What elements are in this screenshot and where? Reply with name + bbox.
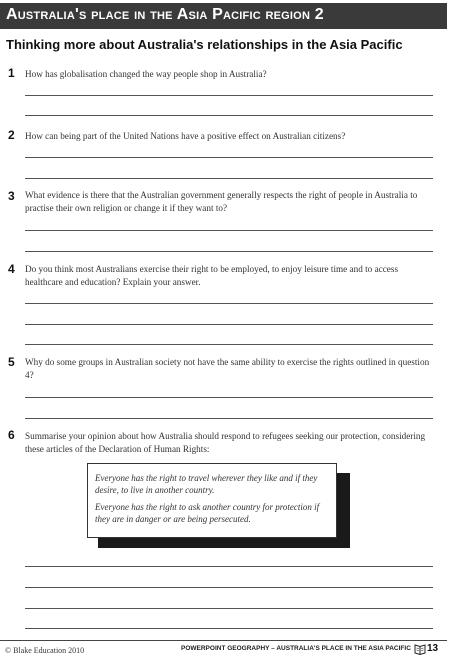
- answer-line[interactable]: [25, 344, 433, 345]
- question-1-number: 1: [8, 66, 15, 80]
- question-3-number: 3: [8, 189, 15, 203]
- answer-line[interactable]: [25, 303, 433, 304]
- question-6-number: 6: [8, 428, 15, 442]
- answer-line[interactable]: [25, 566, 433, 567]
- copyright-text: © Blake Education 2010: [5, 646, 85, 655]
- rights-quote-box: [87, 463, 337, 538]
- question-2-number: 2: [8, 128, 15, 142]
- answer-line[interactable]: [25, 115, 433, 116]
- page-title: Australia's place in the Asia Pacific region 2: [6, 6, 324, 23]
- footer-divider: [0, 640, 447, 641]
- title-banner: [0, 3, 447, 29]
- answer-line[interactable]: [25, 251, 433, 252]
- question-6-text: Summarise your opinion about how Australia should respond to refugees seeking our protection, considering these articles of the Declaration of Human Rights:: [25, 431, 426, 454]
- answer-line[interactable]: [25, 608, 433, 609]
- question-5-text: Why do some groups in Australian society not have the same ability to exercise the rights outlined in question 4?: [25, 357, 430, 380]
- answer-line[interactable]: [25, 587, 433, 588]
- book-logo-icon: [414, 643, 426, 655]
- quote-article-1: Everyone has the right to travel wherever they like and if they desire, to live in another country.: [95, 473, 318, 495]
- answer-line[interactable]: [25, 178, 433, 179]
- section-subtitle: Thinking more about Australia's relationships in the Asia Pacific: [6, 37, 403, 52]
- answer-line[interactable]: [25, 95, 433, 96]
- answer-line[interactable]: [25, 628, 433, 629]
- answer-line[interactable]: [25, 324, 433, 325]
- question-2-text: How can being part of the United Nations have a positive effect on Australian citizens?: [25, 131, 346, 141]
- answer-line[interactable]: [25, 397, 433, 398]
- question-3-text: What evidence is there that the Australian government generally respects the right of people in Australia to practise their own religion or change it if they want to?: [25, 190, 418, 213]
- page-number: 13: [427, 643, 439, 654]
- question-1-text: How has globalisation changed the way people shop in Australia?: [25, 69, 267, 79]
- question-4-number: 4: [8, 262, 15, 276]
- answer-line[interactable]: [25, 157, 433, 158]
- question-4-text: Do you think most Australians exercise their right to be employed, to enjoy leisure time and to access healthcare and education? Explain your answer.: [25, 264, 399, 287]
- question-5-number: 5: [8, 355, 15, 369]
- series-title: POWERPOINT GEOGRAPHY – AUSTRALIA'S PLACE IN THE ASIA PACIFIC: [181, 645, 411, 652]
- answer-line[interactable]: [25, 418, 433, 419]
- quote-article-2: Everyone has the right to ask another country for protection if they are in danger or are being persecuted.: [95, 502, 320, 524]
- answer-line[interactable]: [25, 230, 433, 231]
